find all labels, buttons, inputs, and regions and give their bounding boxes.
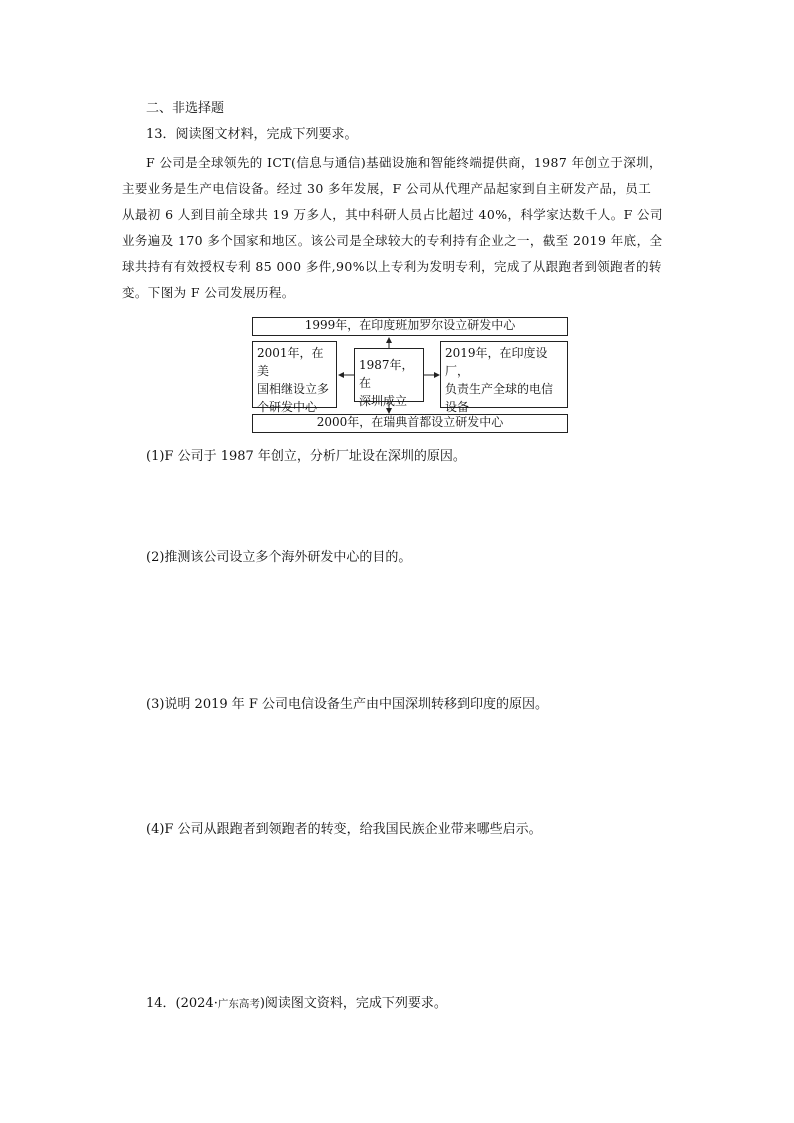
sub-question-3: (3)说明 2019 年 F 公司电信设备生产由中国深圳转移到印度的原因。 — [146, 697, 549, 712]
diagram-top-text: 1999年，在印度班加罗尔设立研发中心 — [304, 318, 516, 332]
paragraph-line: 业务遍及 170 多个国家和地区。该公司是全球较大的专利持有企业之一，截至 2019 年底，全 — [122, 233, 663, 248]
diagram-left-line: 个研发中心 — [257, 400, 318, 414]
diagram-bottom-text: 2000年，在瑞典首都设立研发中心 — [316, 415, 504, 429]
question-14-title — [146, 992, 447, 1011]
sub-question-4: (4)F 公司从跟跑者到领跑者的转变，给我国民族企业带来哪些启示。 — [146, 822, 542, 837]
question-13-title: 13．阅读图文材料，完成下列要求。 — [146, 127, 358, 142]
question-14-source: 广东高考 — [217, 998, 260, 1010]
paragraph-line: 主要业务是生产电信设备。经过 30 多年发展，F 公司从代理产品起家到自主研发产品，员工 — [122, 181, 652, 196]
diagram-top-box — [252, 317, 568, 336]
diagram-right-box — [440, 341, 568, 414]
diagram-right-line: 2019年，在印度设厂， — [445, 346, 548, 378]
diagram-center-line: 深圳成立 — [359, 394, 408, 408]
question-14-prefix: 14．(2024· — [146, 996, 218, 1011]
paragraph-line: F 公司是全球领先的 ICT(信息与通信)基础设施和智能终端提供商，1987 年创立于深圳， — [146, 155, 662, 170]
paragraph-line: 变。下图为 F 公司发展历程。 — [122, 285, 295, 300]
question-14-suffix: )阅读图文资料，完成下列要求。 — [259, 996, 447, 1011]
diagram-right-line: 设备 — [445, 400, 470, 414]
diagram-left-box — [252, 341, 337, 414]
diagram-center-line: 1987年，在 — [359, 358, 414, 390]
paragraph-line: 球共持有有效授权专利 85 000 多件,90%以上专利为发明专利，完成了从跟跑者到领跑者的转 — [122, 259, 662, 274]
sub-question-1: (1)F 公司于 1987 年创立，分析厂址设在深圳的原因。 — [146, 449, 466, 464]
diagram-center-box — [354, 348, 424, 408]
diagram-left-line: 2001年，在美 — [257, 346, 324, 378]
diagram-right-line: 负责生产全球的电信 — [445, 382, 554, 396]
sub-question-2: (2)推测该公司设立多个海外研发中心的目的。 — [146, 550, 412, 565]
diagram-left-line: 国相继设立多 — [257, 382, 330, 396]
section-title: 二、非选择题 — [146, 101, 225, 116]
paragraph-line: 从最初 6 人到目前全球共 19 万多人，其中科研人员占比超过 40%，科学家达数千人。F 公司 — [122, 207, 663, 222]
diagram-bottom-box — [252, 414, 568, 433]
